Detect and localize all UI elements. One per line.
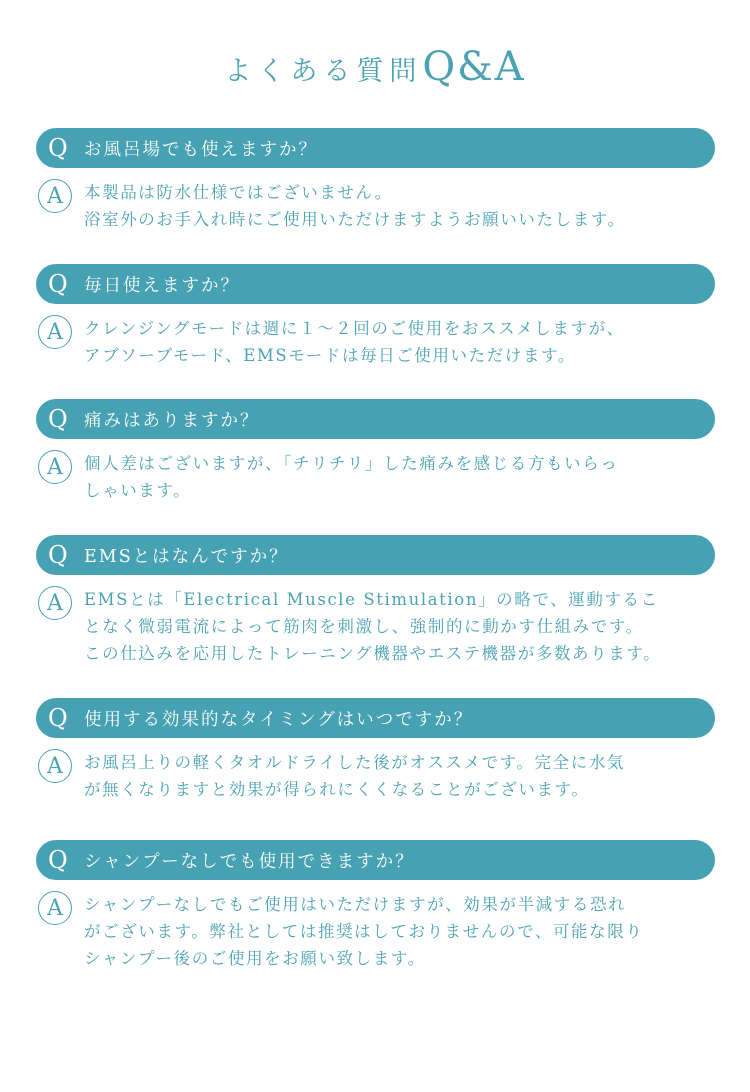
answer-line: クレンジングモードは週に１～２回のご使用をおススメしますが、 [84, 319, 625, 338]
question-mark-label: Q [48, 270, 68, 298]
answer-circle-icon: A [38, 891, 72, 925]
answer-circle-icon: A [38, 315, 72, 349]
answer-text [84, 586, 724, 667]
answer-circle-icon: A [38, 450, 72, 484]
answer-text [84, 315, 724, 369]
answer-block [36, 891, 715, 981]
question-bar [36, 399, 715, 439]
answer-line: シャンプーなしでもご使用はいただけますが、効果が半減する恐れ [84, 895, 627, 914]
answer-block [36, 586, 715, 676]
answer-line: 個人差はございますが、「チリチリ」した痛みを感じる方もいらっ [84, 454, 619, 473]
faq-item-ems [36, 535, 715, 676]
answer-text [84, 179, 724, 233]
answer-line: 本製品は防水仕様ではございません。 [84, 183, 393, 202]
question-bar [36, 264, 715, 304]
answer-circle-icon: A [38, 749, 72, 783]
answer-line: 浴室外のお手入れ時にご使用いただけますようお願いいたします。 [84, 210, 626, 229]
answer-text [84, 749, 724, 803]
answer-block [36, 749, 715, 839]
answer-text [84, 450, 724, 504]
question-text: EMSとはなんですか？ [84, 546, 289, 567]
answer-line: EMSとは「Electrical Muscle Stimulation」の略で、運動するこ [84, 590, 659, 609]
answer-circle-icon: A [38, 586, 72, 620]
answer-line: この仕込みを応用したトレーニング機器やエステ機器が多数あります。 [84, 644, 662, 663]
answer-line: が無くなりますと効果が得られにくくなることがございます。 [84, 780, 590, 799]
faq-item-shampoo [36, 840, 715, 981]
question-text: 毎日使えますか？ [84, 275, 240, 296]
faq-item-bath [36, 128, 715, 269]
faq-item-timing [36, 698, 715, 839]
answer-line: アブソーブモード、EMSモードは毎日ご使用いただけます。 [84, 346, 576, 365]
question-text: 使用する効果的なタイミングはいつですか？ [84, 709, 474, 730]
question-bar [36, 698, 715, 738]
answer-text [84, 891, 724, 972]
question-text: お風呂場でも使えますか？ [84, 139, 318, 160]
answer-circle-icon: A [38, 179, 72, 213]
faq-item-pain [36, 399, 715, 540]
question-bar [36, 840, 715, 880]
page-title [0, 44, 750, 90]
answer-line: しゃいます。 [84, 481, 192, 500]
answer-line: シャンプー後のご使用をお願い致します。 [84, 949, 426, 968]
answer-line: がございます。弊社としては推奨はしておりませんので、可能な限り [84, 922, 644, 941]
question-mark-label: Q [48, 846, 68, 874]
question-bar [36, 128, 715, 168]
answer-block [36, 450, 715, 540]
question-mark-label: Q [48, 541, 68, 569]
question-text: シャンプーなしでも使用できますか？ [84, 851, 415, 872]
answer-block [36, 179, 715, 269]
question-text: 痛みはありますか？ [84, 410, 260, 431]
answer-block [36, 315, 715, 405]
question-mark-label: Q [48, 405, 68, 433]
page-title-qa: Q&A [422, 44, 526, 90]
page-title-jp: よくある質問 [224, 56, 423, 87]
question-bar [36, 535, 715, 575]
question-mark-label: Q [48, 134, 68, 162]
answer-line: お風呂上りの軽くタオルドライした後がオススメです。完全に水気 [84, 753, 626, 772]
answer-line: となく微弱電流によって筋肉を刺激し、強制的に動かす仕組みです。 [84, 617, 644, 636]
question-mark-label: Q [48, 704, 68, 732]
faq-item-daily [36, 264, 715, 405]
